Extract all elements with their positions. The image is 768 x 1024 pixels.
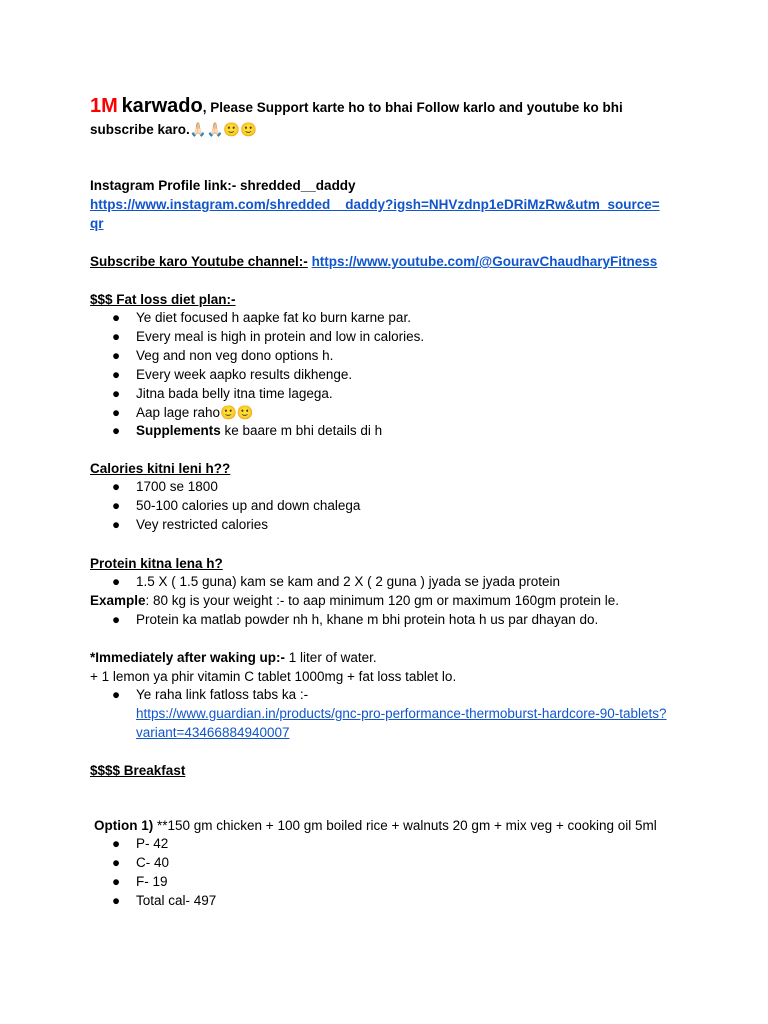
header-line	[90, 94, 623, 120]
header-karwado: karwado	[121, 95, 203, 117]
list-item: ● Ye diet focused h aapke fat ko burn karne par.	[112, 309, 424, 328]
bullet-icon: ●	[112, 404, 121, 420]
youtube-line	[90, 253, 657, 271]
waking-text: 1 liter of water.	[285, 650, 377, 665]
bullet-icon: ●	[112, 497, 121, 513]
list-item: ● C- 40	[112, 854, 216, 873]
bullet-icon: ●	[112, 854, 121, 870]
list-item	[112, 724, 667, 743]
example-text: : 80 kg is your weight :- to aap minimum 120 gm or maximum 160gm protein le.	[145, 593, 619, 608]
instagram-link[interactable]: https://www.instagram.com/shredded__daddy?igsh=NHVzdnp1eDRiMzRw&utm_source=	[90, 197, 660, 212]
bullet-icon: ●	[112, 347, 121, 363]
guardian-link-cont[interactable]: variant=43466884940007	[136, 724, 290, 740]
pray-emoji-icon: 🙏🏻🙏🏻	[189, 122, 224, 138]
calories-list	[112, 478, 360, 535]
subscribe-text: subscribe karo.	[90, 122, 190, 137]
bullet-icon: ●	[112, 479, 121, 494]
calories-heading: Calories kitni leni h??	[90, 461, 231, 476]
bullet-icon: ●	[112, 892, 121, 908]
youtube-link[interactable]: https://www.youtube.com/@GouravChaudharyFitness	[311, 254, 658, 269]
waking-line-2: + 1 lemon ya phir vitamin C tablet 1000mg + fat loss tablet lo.	[90, 669, 457, 684]
bullet-icon: ●	[112, 310, 121, 325]
list-item: ● 1700 se 1800	[112, 478, 360, 497]
list-item: ● Every meal is high in protein and low in calories.	[112, 328, 424, 347]
fat-loss-list	[112, 309, 424, 441]
list-item: ● Every week aapko results dikhenge.	[112, 366, 424, 385]
bullet-icon: ●	[112, 516, 121, 532]
bullet-icon: ●	[112, 836, 121, 851]
list-item: ● Total cal- 497	[112, 892, 216, 911]
header-support-text: , Please Support karte ho to bhai Follow karlo and youtube ko bhi	[202, 100, 623, 115]
macros-list	[112, 835, 216, 911]
bullet-icon: ●	[112, 366, 121, 382]
instagram-link-cont[interactable]: qr	[90, 216, 104, 231]
waking-line	[90, 649, 377, 667]
bullet-icon: ●	[112, 612, 121, 627]
list-item: ● Vey restricted calories	[112, 516, 360, 535]
option-text: **150 gm chicken + 100 gm boiled rice + walnuts 20 gm + mix veg + cooking oil 5ml	[153, 818, 657, 833]
header-1m: 1M	[90, 95, 118, 117]
bullet-icon: ●	[112, 687, 121, 702]
protein-list-2	[112, 611, 598, 630]
list-item: ● 1.5 X ( 1.5 guna) kam se kam and 2 X ( 2 guna ) jyada se jyada protein	[112, 573, 560, 592]
subscribe-line	[90, 121, 257, 139]
guardian-link[interactable]: https://www.guardian.in/products/gnc-pro-performance-thermoburst-hardcore-90-tablets?	[136, 705, 667, 721]
bullet-icon: ●	[112, 328, 121, 344]
list-item: ● F- 19	[112, 873, 216, 892]
list-item: ● 50-100 calories up and down chalega	[112, 497, 360, 516]
list-item: ● Veg and non veg dono options h.	[112, 347, 424, 366]
list-item: ● Protein ka matlab powder nh h, khane m bhi protein hota h us par dhayan do.	[112, 611, 598, 630]
list-item: ● Ye raha link fatloss tabs ka :-	[112, 686, 667, 705]
smile-emoji-icon: 🙂🙂	[220, 404, 254, 421]
smile-emoji-icon: 🙂🙂	[223, 122, 258, 138]
list-item: ● Supplements ke baare m bhi details di h	[112, 422, 424, 441]
waking-label: *Immediately after waking up:-	[90, 650, 286, 665]
instagram-label: Instagram Profile link:- shredded__daddy	[90, 178, 356, 193]
option-label: Option 1)	[94, 818, 154, 833]
protein-example	[90, 592, 619, 610]
list-item: ● Aap lage raho🙂🙂	[112, 404, 254, 421]
breakfast-option-1	[94, 817, 657, 835]
list-item	[112, 705, 667, 724]
bullet-icon: ●	[112, 873, 121, 889]
list-item: ● P- 42	[112, 835, 216, 854]
protein-heading: Protein kitna lena h?	[90, 556, 223, 571]
example-label: Example	[90, 593, 146, 608]
protein-list-1	[112, 573, 560, 592]
youtube-label: Subscribe karo Youtube channel:-	[90, 254, 308, 269]
bullet-icon: ●	[112, 574, 121, 589]
bullet-icon: ●	[112, 423, 121, 439]
bullet-icon: ●	[112, 385, 121, 401]
waking-list	[112, 686, 667, 743]
breakfast-heading: $$$$ Breakfast	[90, 763, 186, 778]
list-item: ● Jitna bada belly itna time lagega.	[112, 385, 424, 404]
fat-loss-heading: $$$ Fat loss diet plan:-	[90, 292, 236, 307]
